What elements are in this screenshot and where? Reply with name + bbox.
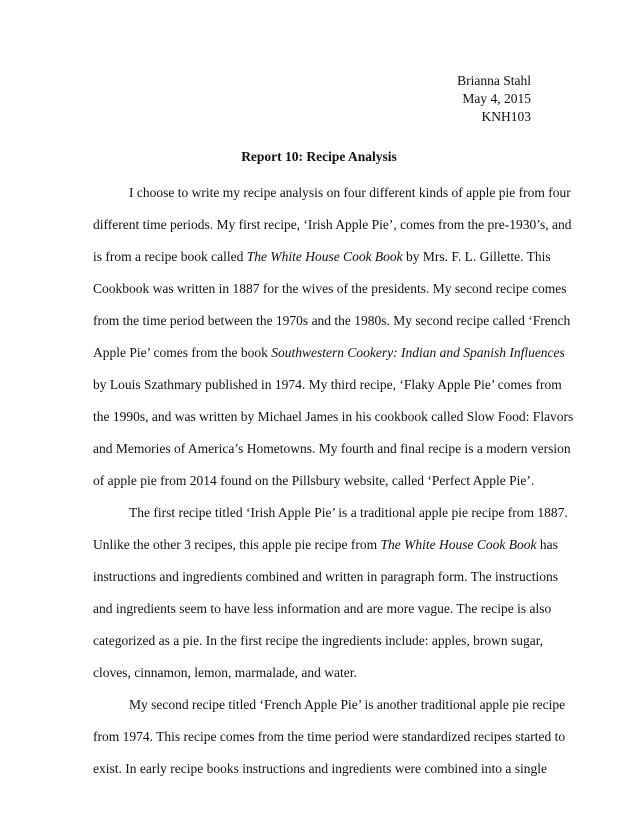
text-segment: from the time period between the 1970s and the 1980s. My second recipe called ‘French bbox=[93, 313, 571, 328]
course-code: KNH103 bbox=[481, 109, 531, 124]
text-segment: instructions and ingredients combined and written in paragraph form. The instructions bbox=[93, 569, 559, 584]
text-line bbox=[93, 433, 571, 465]
text-line bbox=[93, 625, 544, 657]
text-line bbox=[93, 401, 574, 433]
text-segment: the 1990s, and was written by Michael James in his cookbook called Slow Food: Flavors bbox=[93, 409, 574, 424]
text-segment: Apple Pie’ comes from the book bbox=[93, 345, 272, 360]
author-name: Brianna Stahl bbox=[457, 73, 531, 88]
text-line bbox=[93, 465, 539, 497]
text-line bbox=[93, 177, 571, 209]
text-segment: by Mrs. F. L. Gillette. This bbox=[402, 249, 551, 264]
text-segment: Cookbook was written in 1887 for the wives of the presidents. My second recipe comes bbox=[93, 281, 567, 296]
text-segment: exist. In early recipe books instructions and ingredients were combined into a single bbox=[93, 761, 548, 776]
text-line bbox=[93, 305, 571, 337]
document-body bbox=[93, 177, 574, 785]
text-line bbox=[93, 273, 567, 305]
header-block bbox=[457, 72, 531, 126]
text-line bbox=[93, 337, 565, 369]
text-segment: of apple pie from 2014 found on the Pillsbury website, called ‘Perfect Apple Pie’. bbox=[93, 473, 535, 488]
text-segment: has bbox=[536, 537, 558, 552]
text-line bbox=[93, 593, 552, 625]
text-segment: by Louis Szathmary published in 1974. My third recipe, ‘Flaky Apple Pie’ comes from bbox=[93, 377, 562, 392]
text-segment: is from a recipe book called bbox=[93, 249, 247, 264]
text-line bbox=[93, 753, 548, 785]
text-line bbox=[93, 529, 558, 561]
text-segment: different time periods. My first recipe, ‘Irish Apple Pie’, comes from the pre-1930’s, and bbox=[93, 217, 572, 232]
text-segment: cloves, cinnamon, lemon, marmalade, and water. bbox=[93, 665, 357, 680]
document-title: Report 10: Recipe Analysis bbox=[241, 149, 397, 164]
text-segment: from 1974. This recipe comes from the time period were standardized recipes started to bbox=[93, 729, 566, 744]
italic-title: The White House Cook Book bbox=[246, 249, 403, 264]
text-segment: The first recipe titled ‘Irish Apple Pie’ is a traditional apple pie recipe from 1887. bbox=[129, 505, 568, 520]
text-segment: and Memories of America’s Hometowns. My fourth and final recipe is a modern version bbox=[93, 441, 571, 456]
text-line bbox=[93, 209, 572, 241]
text-segment: My second recipe titled ‘French Apple Pie’ is another traditional apple pie recipe bbox=[129, 697, 566, 712]
text-line bbox=[93, 689, 566, 721]
text-segment: I choose to write my recipe analysis on four different kinds of apple pie from four bbox=[129, 185, 571, 200]
text-line bbox=[93, 721, 566, 753]
text-segment: and ingredients seem to have less information and are more vague. The recipe is also bbox=[93, 601, 552, 616]
italic-title: Southwestern Cookery: Indian and Spanish Influences bbox=[271, 345, 565, 360]
text-line bbox=[93, 241, 551, 273]
document-date: May 4, 2015 bbox=[462, 91, 531, 106]
text-segment: categorized as a pie. In the first recipe the ingredients include: apples, brown sugar, bbox=[93, 633, 544, 648]
text-line bbox=[93, 561, 559, 593]
text-line bbox=[93, 497, 568, 529]
text-line bbox=[93, 369, 562, 401]
text-line bbox=[93, 657, 539, 689]
italic-title: The White House Cook Book bbox=[380, 537, 537, 552]
text-segment: Unlike the other 3 recipes, this apple pie recipe from bbox=[93, 537, 381, 552]
